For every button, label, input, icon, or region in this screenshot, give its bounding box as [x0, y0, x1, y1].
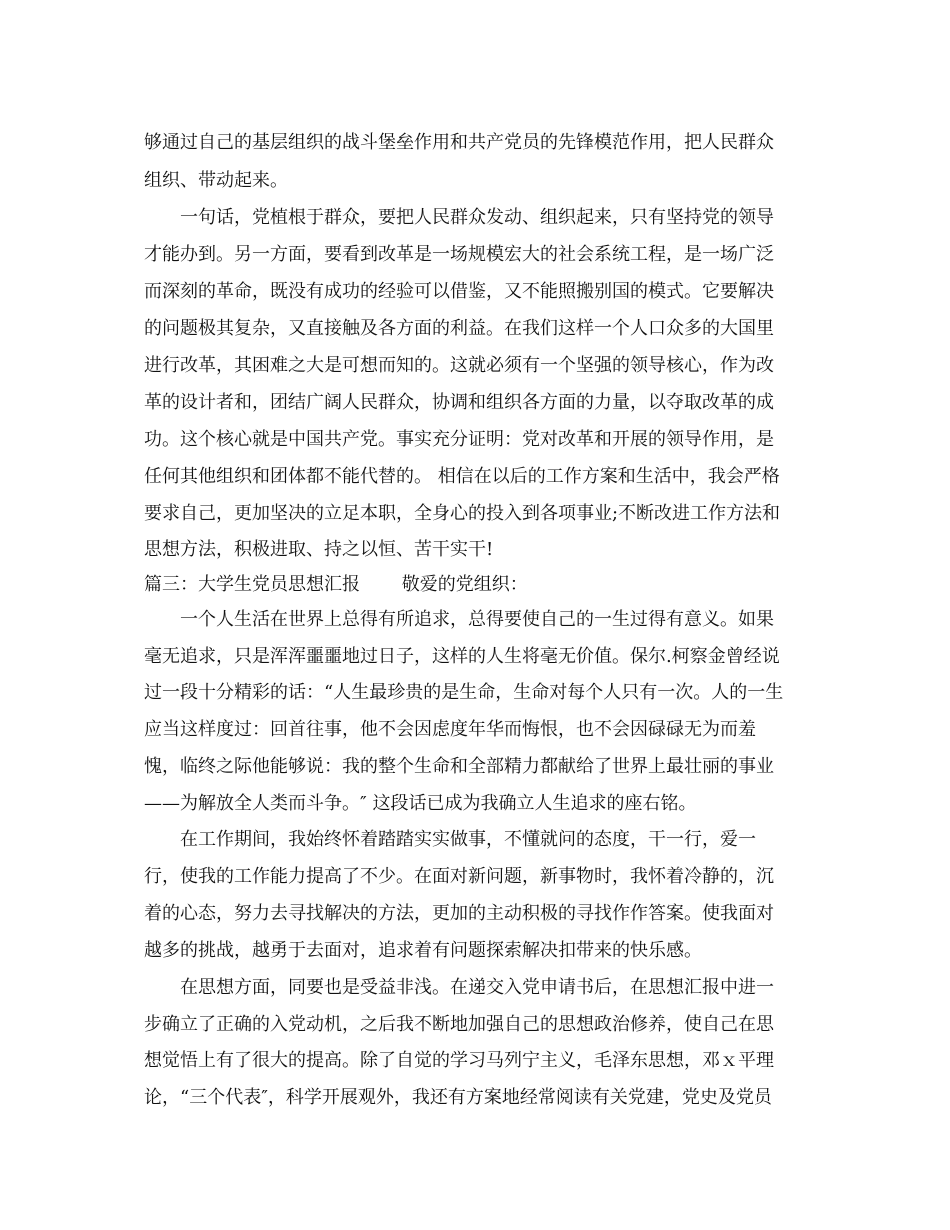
text-line: 思想方法，积极进取、持之以恒、苦干实干!: [144, 539, 494, 560]
section-heading: 篇三：大学生党员思想汇报 敬爱的党组织：: [144, 574, 528, 595]
text-line: 过一段十分精彩的话：“人生最珍贵的是生命，生命对每个人只有一次。人的一生: [144, 682, 784, 703]
text-line: 在思想方面，同要也是受益非浅。在递交入党申请书后，在思想汇报中进一: [180, 977, 774, 998]
text-line: ——为解放全人类而斗争。″ 这段话已成为我确立人生追求的座右铭。: [144, 793, 697, 814]
text-line: 行，使我的工作能力提高了不少。在面对新问题，新事物时，我怀着冷静的，沉: [144, 866, 774, 887]
text-line: 的问题极其复杂，又直接触及各方面的利益。在我们这样一个人口众多的大国里: [144, 318, 774, 339]
text-line: 革的设计者和，团结广阔人民群众，协调和组织各方面的力量，以夺取改革的成: [144, 392, 774, 413]
text-line: 在工作期间，我始终怀着踏踏实实做事，不懂就问的态度，干一行，爱一: [180, 829, 756, 850]
text-line: 论，“三个代表″，科学开展观外，我还有方案地经常阅读有关党建，党史及党员: [144, 1087, 772, 1108]
text-line: 步确立了正确的入党动机，之后我不断地加强自己的思想政治修养，使自己在思: [144, 1014, 774, 1035]
text-line: 想觉悟上有了很大的提高。除了自觉的学习马列宁主义，毛泽东思想，邓ｘ平理: [144, 1050, 774, 1071]
text-line: 愧，临终之际他能够说：我的整个生命和全部精力都献给了世界上最壮丽的事业: [144, 756, 774, 777]
text-line: 应当这样度过：回首往事，他不会因虑度年华而悔恨，也不会因碌碌无为而羞: [144, 719, 756, 740]
text-line: 够通过自己的基层组织的战斗堡垒作用和共产党员的先锋模范作用，把人民群众: [144, 132, 774, 153]
text-line: 任何其他组织和团体都不能代替的。 相信在以后的工作方案和生活中，我会严格: [144, 466, 780, 487]
text-line: 着的心态，努力去寻找解决的方法，更加的主动积极的寻找作作答案。使我面对: [144, 903, 774, 924]
text-line: 组织、带动起来。: [144, 170, 288, 191]
text-line: 越多的挑战，越勇于去面对，追求着有问题探索解决扣带来的快乐感。: [144, 940, 702, 961]
text-line: 要求自己，更加坚决的立足本职，全身心的投入到各项事业;不断改进工作方法和: [144, 503, 781, 524]
text-line: 一个人生活在世界上总得有所追求，总得要使自己的一生过得有意义。如果: [180, 609, 774, 630]
text-line: 功。这个核心就是中国共产党。事实充分证明：党对改革和开展的领导作用，是: [144, 429, 774, 450]
text-line: 而深刻的革命，既没有成功的经验可以借鉴，又不能照搬别国的模式。它要解决: [144, 281, 774, 302]
text-line: 进行改革，其困难之大是可想而知的。这就必须有一个坚强的领导核心，作为改: [144, 355, 774, 376]
text-line: 毫无追求，只是浑浑噩噩地过日子，这样的人生将毫无价值。保尔.柯察金曾经说: [144, 646, 780, 667]
text-line: 才能办到。另一方面，要看到改革是一场规模宏大的社会系统工程，是一场广泛: [144, 244, 774, 265]
text-line: 一句话，党植根于群众，要把人民群众发动、组织起来，只有坚持党的领导: [180, 207, 774, 228]
